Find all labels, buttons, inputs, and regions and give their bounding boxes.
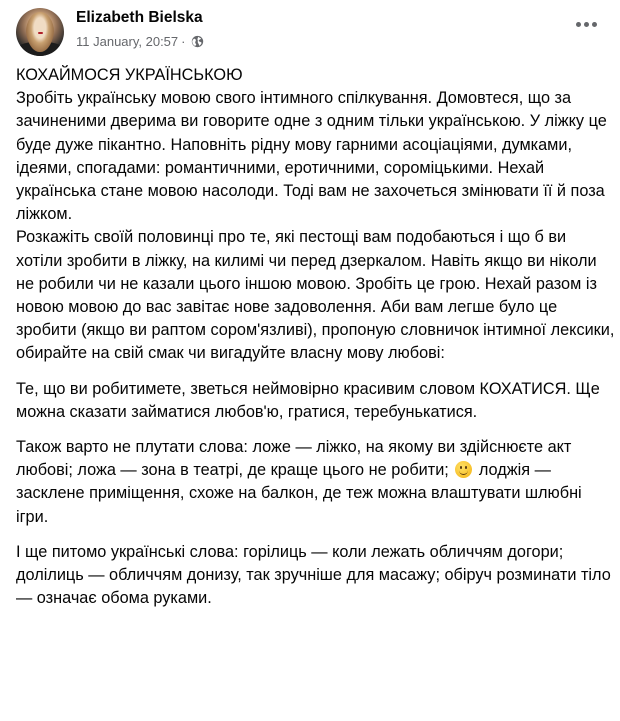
author-name[interactable]: Elizabeth Bielska [76,9,203,26]
avatar-lips-shape [38,32,43,34]
dot-icon [592,22,597,27]
slightly-smiling-face-icon [455,461,472,478]
paragraph-3: Те, що ви робитимете, зветься неймовірно красивим словом КОХАТИСЯ. Ще можна сказати займатися любов'ю, гратися, теребунькатися. [16,379,600,421]
globe-icon[interactable] [191,35,204,48]
post-header [0,0,620,62]
paragraph-4-part-2: лоджія — засклене приміщення, схоже на балкон, де теж можна влаштувати шлюбні ігри. [16,461,582,526]
more-options-button[interactable] [574,16,598,32]
paragraph-5: І ще питомо українські слова: горілиць — коли лежать обличчям догори; долілиць — обличчям донизу, так зручніше для масажу; обіруч розминати тіло — означає обома руками. [16,542,611,608]
paragraph-4 [16,436,616,529]
post-timestamp[interactable]: 11 January, 20:57 [76,34,179,49]
dot-icon [584,22,589,27]
post-body [16,64,616,610]
author-avatar[interactable] [16,8,64,56]
paragraph-1: Зробіть українську мовою свого інтимного спілкування. Домовтеся, що за зачиненими дверима ви говорите одне з одним тільки українською. У ліжку це буде дуже пікантно. Наповніть рідну мову гарними асоціаціями, думками, ідеями, спогадами: романтичними, еротичними, сороміцькими. Нехай українська стане мовою насолоди. Тоді вам не захочеться змінювати її й поза ліжком. [16,89,607,224]
paragraph-4-part-1: Також варто не плутати слова: ложе — ліжко, на якому ви здійснюєте акт любові; ложа — зона в театрі, де краще цього не робити; [16,438,572,480]
post-meta [76,34,204,49]
post-title: КОХАЙМОСЯ УКРАЇНСЬКОЮ [16,66,243,84]
paragraph-2: Розкажіть своїй половинці про те, які пестощі вам подобаються і що б ви хотіли зробити в ліжку, на килимі чи перед дзеркалом. Навіть якщо ви ніколи не робили чи не казали цього іншою мовою. Зробіть це грою. Нехай разом із новою мовою до вас завітає нове задоволення. Аби вам легше було це зробити (якщо ви раптом сором'язливі), пропоную словничок інтимної лексики, обирайте на свій смак чи вигадуйте власну мову любові: [16,228,615,363]
dot-icon [576,22,581,27]
meta-separator: · [181,34,186,49]
